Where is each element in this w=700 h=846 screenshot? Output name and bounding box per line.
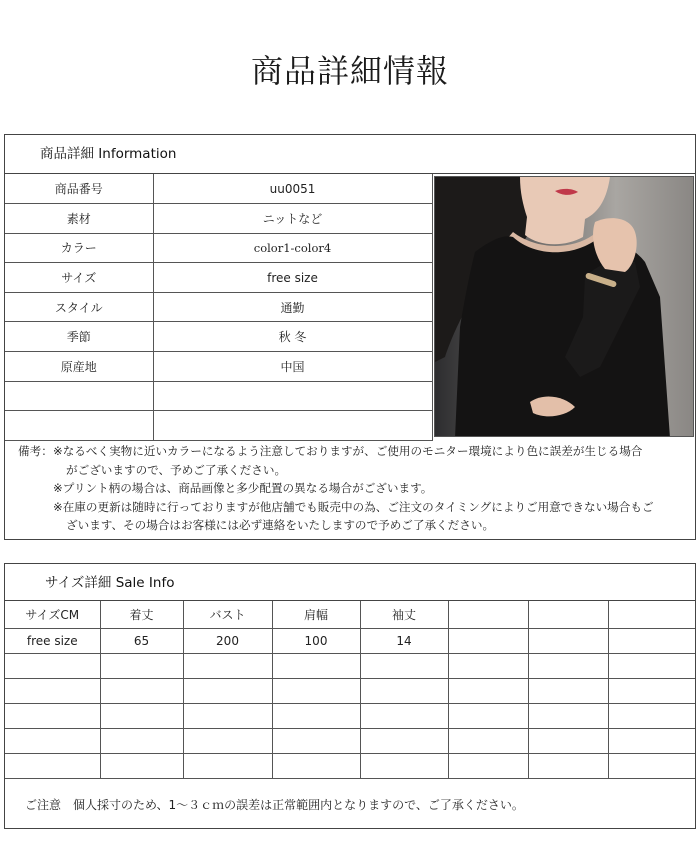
product-photo [434, 176, 694, 437]
size-table-cell [100, 653, 183, 678]
spec-label: スタイル [5, 292, 153, 322]
spec-row [5, 322, 432, 352]
note-text: ざいます、その場合はお客様には必ず連絡をいたしますので予めご了承ください。 [66, 518, 495, 533]
size-table-cell [448, 703, 528, 728]
size-table-cell [360, 678, 448, 703]
spec-value: uu0051 [153, 174, 432, 204]
size-table-row [5, 753, 695, 778]
spec-label: 商品番号 [5, 174, 153, 204]
spec-value [153, 411, 432, 441]
size-table-cell [448, 753, 528, 778]
spec-row [5, 411, 432, 441]
size-table-cell [5, 728, 100, 753]
note-text: がございますので、予めご了承ください。 [66, 462, 287, 477]
size-table-cell [272, 728, 360, 753]
size-table-cell [528, 728, 608, 753]
spec-label [5, 411, 153, 441]
size-info-header: サイズ詳細 Sale Info [5, 564, 695, 601]
spec-value: free size [153, 263, 432, 293]
size-table-header-cell [608, 601, 695, 628]
size-table-header-row [5, 601, 695, 628]
size-table-header-cell: サイズCM [5, 601, 100, 628]
size-table-cell [360, 653, 448, 678]
size-table-header-cell: 袖丈 [360, 601, 448, 628]
spec-label: 素材 [5, 204, 153, 234]
spec-label [5, 381, 153, 411]
note-text: ※なるべく実物に近いカラーになるよう注意しておりますが、ご使用のモニター環境により色に誤差が生じる場合 [53, 444, 643, 458]
spec-label: カラー [5, 233, 153, 263]
size-table-cell [272, 753, 360, 778]
size-table-row [5, 703, 695, 728]
product-spec-table [5, 174, 433, 441]
spec-value: 中国 [153, 352, 432, 382]
size-table-cell [448, 653, 528, 678]
size-table-cell [5, 678, 100, 703]
size-info-section [4, 563, 696, 829]
size-table-cell [183, 678, 272, 703]
spec-row [5, 233, 432, 263]
size-table-cell: free size [5, 628, 100, 653]
model-illustration [435, 177, 694, 437]
size-table-header-cell: 肩幅 [272, 601, 360, 628]
spec-row [5, 204, 432, 234]
size-table-cell [272, 653, 360, 678]
size-table-cell: 65 [100, 628, 183, 653]
size-table-cell [183, 703, 272, 728]
size-table-cell [608, 703, 695, 728]
size-table-header-cell: バスト [183, 601, 272, 628]
spec-row [5, 292, 432, 322]
size-table-cell [100, 703, 183, 728]
size-table-cell: 200 [183, 628, 272, 653]
size-table-cell [608, 728, 695, 753]
size-table-cell [100, 728, 183, 753]
size-table-row [5, 653, 695, 678]
product-info-section [4, 134, 696, 540]
size-table-cell [272, 703, 360, 728]
size-table-cell [272, 678, 360, 703]
note-text: ※プリント柄の場合は、商品画像と多少配置の異なる場合がございます。 [53, 481, 433, 496]
spec-label: サイズ [5, 263, 153, 293]
size-table-cell [528, 628, 608, 653]
size-table-cell [360, 728, 448, 753]
size-table-row [5, 678, 695, 703]
size-table-cell [608, 653, 695, 678]
size-table-cell [448, 628, 528, 653]
spec-value: ニットなど [153, 204, 432, 234]
size-table-header-cell [528, 601, 608, 628]
size-table-cell: 14 [360, 628, 448, 653]
size-table [5, 601, 695, 779]
spec-label: 原産地 [5, 352, 153, 382]
spec-value [153, 381, 432, 411]
size-table-cell [448, 678, 528, 703]
size-table-cell [183, 753, 272, 778]
spec-label: 季節 [5, 322, 153, 352]
size-table-cell [528, 653, 608, 678]
size-table-row [5, 628, 695, 653]
size-table-cell [608, 628, 695, 653]
spec-row [5, 381, 432, 411]
size-table-cell [360, 753, 448, 778]
size-table-cell [5, 653, 100, 678]
spec-value: 通勤 [153, 292, 432, 322]
size-table-cell [5, 703, 100, 728]
size-table-cell [5, 753, 100, 778]
size-table-cell [100, 678, 183, 703]
size-table-cell [100, 753, 183, 778]
spec-row [5, 174, 432, 204]
size-footer-note: ご注意 個人採寸のため、1～３ｃｍの誤差は正常範囲内となりますので、ご了承ください。 [25, 798, 524, 812]
note-text: ※在庫の更新は随時に行っておりますが他店舗でも販売中の為、ご注文のタイミングによりご用意できない場合もご [53, 499, 654, 514]
size-table-header-cell: 着丈 [100, 601, 183, 628]
size-table-cell: 100 [272, 628, 360, 653]
page-title: 商品詳細情報 [250, 52, 449, 90]
size-table-cell [608, 753, 695, 778]
product-info-header: 商品詳細 Information [5, 135, 695, 174]
size-table-cell [183, 728, 272, 753]
size-table-cell [528, 753, 608, 778]
size-table-cell [608, 678, 695, 703]
size-table-cell [448, 728, 528, 753]
size-table-cell [360, 703, 448, 728]
spec-value: 秋 冬 [153, 322, 432, 352]
size-table-cell [183, 653, 272, 678]
spec-row [5, 263, 432, 293]
notes-prefix: 備考： [18, 444, 53, 458]
spec-value: color1-color4 [153, 233, 432, 263]
spec-row [5, 352, 432, 382]
size-table-cell [528, 678, 608, 703]
size-table-cell [528, 703, 608, 728]
size-table-header-cell [448, 601, 528, 628]
size-table-row [5, 728, 695, 753]
